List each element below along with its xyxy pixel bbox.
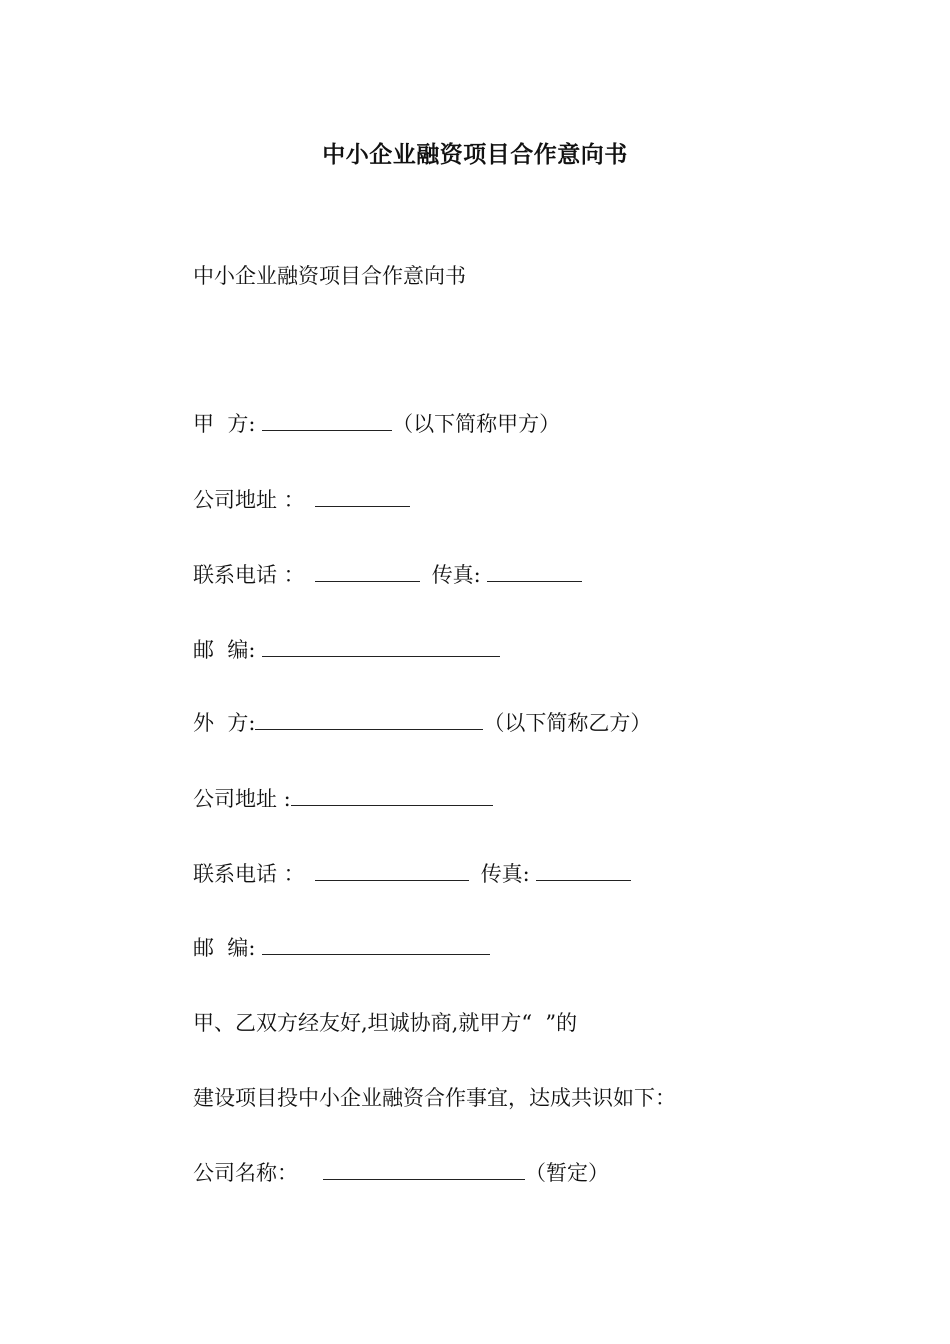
party-b-name-field[interactable] [255, 709, 483, 730]
document-subtitle: 中小企业融资项目合作意向书 [193, 264, 466, 288]
party-b-phone-field[interactable] [315, 860, 469, 881]
party-a-postcode-label: 邮 编: [193, 638, 263, 662]
party-b-phone-label: 联系电话 ： [193, 862, 305, 886]
company-name-field[interactable] [323, 1159, 525, 1180]
party-a-line [193, 410, 560, 438]
party-a-phone-label: 联系电话 ： [193, 563, 305, 587]
party-b-suffix: （以下简称乙方） [483, 711, 652, 735]
party-b-fax-field[interactable] [536, 860, 631, 881]
company-name-suffix: （暂定） [525, 1161, 609, 1185]
company-name-line [193, 1159, 609, 1187]
party-a-postcode-line [193, 636, 500, 664]
party-b-address-label: 公司地址 : [193, 787, 291, 811]
party-a-phone-line [193, 561, 582, 589]
body-paragraph-line-2: 建设项目投中小企业融资合作事宜，达成共识如下： [193, 1086, 676, 1110]
party-b-postcode-line [193, 934, 490, 962]
party-a-address-field[interactable] [315, 486, 410, 507]
party-a-address-label: 公司地址 ： [193, 488, 305, 512]
party-b-postcode-label: 邮 编: [193, 936, 263, 960]
company-name-label: 公司名称： [193, 1161, 298, 1185]
party-b-label: 外 方: [193, 711, 256, 735]
party-a-fax-field[interactable] [487, 561, 582, 582]
party-b-line [193, 709, 651, 737]
party-a-suffix: （以下简称甲方） [392, 412, 561, 436]
party-a-phone-field[interactable] [315, 561, 420, 582]
party-b-address-line [193, 785, 493, 813]
party-b-fax-label: 传真: [480, 862, 537, 886]
party-a-address-line [193, 486, 410, 514]
body-paragraph-line-1: 甲、乙双方经友好,坦诚协商,就甲方“ ”的 [193, 1011, 578, 1035]
party-b-address-field[interactable] [291, 785, 493, 806]
party-a-name-field[interactable] [262, 410, 392, 431]
party-a-label: 甲 方: [193, 412, 263, 436]
party-b-phone-line [193, 860, 631, 888]
party-a-fax-label: 传真: [431, 563, 488, 587]
document-title: 中小企业融资项目合作意向书 [322, 141, 628, 168]
party-b-postcode-field[interactable] [262, 934, 490, 955]
party-a-postcode-field[interactable] [262, 636, 500, 657]
